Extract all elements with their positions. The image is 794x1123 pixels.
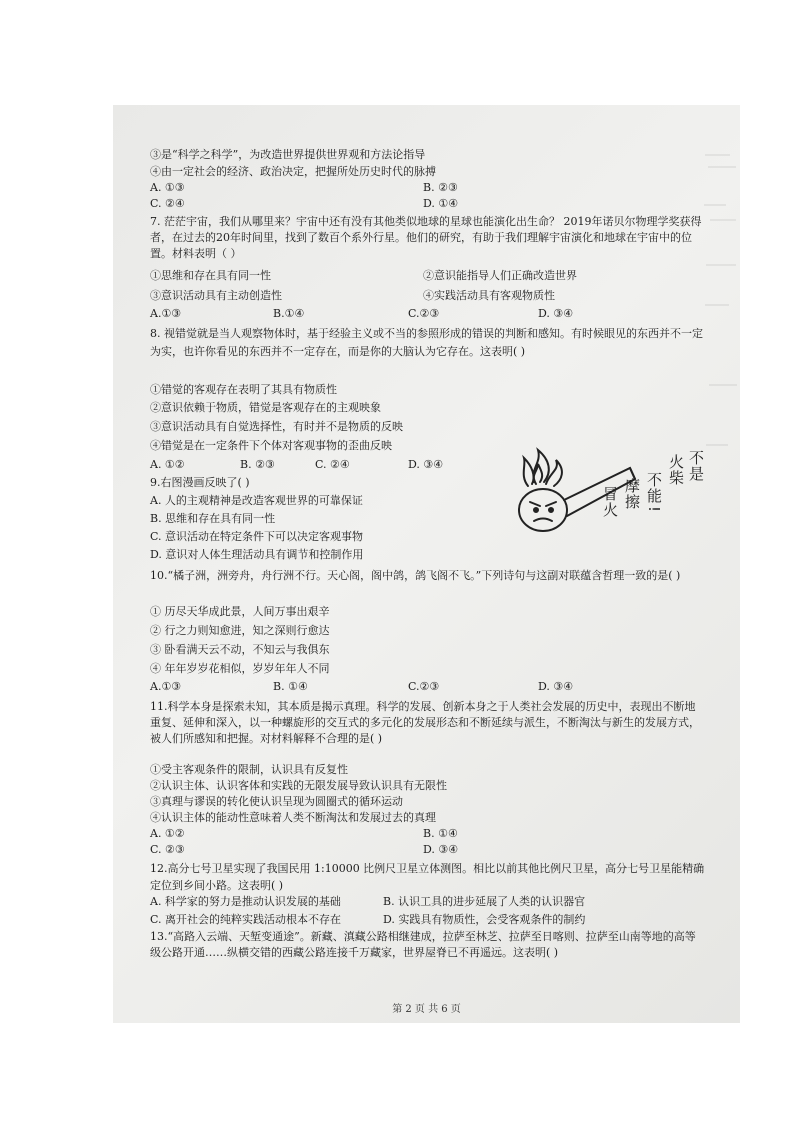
q13-stem: 13.“高路入云端、天堑变通途”。新藏、滇藏公路相继建成，拉萨至林芝、拉萨至日喀则、拉萨至山南等地的高等级公路开通……纵横交错的西藏公路连接千万藏家，世界屋脊已不再遥远。这表明( ) xyxy=(150,930,696,959)
q11-option-a: A. ①② xyxy=(150,827,185,840)
cartoon-text-col-5: 冒火 xyxy=(601,486,619,518)
q10-item-2: ② 行之力则知愈进，知之深则行愈达 xyxy=(150,624,330,637)
q8-item-3: ③意识活动具有自觉选择性，有时并不是物质的反映 xyxy=(150,420,403,433)
q10-option-d: D. ③④ xyxy=(538,680,574,693)
q9-stem: 9.右图漫画反映了( ) xyxy=(150,476,250,489)
q12-option-b: B. 认识工具的进步延展了人类的认识器官 xyxy=(383,895,586,908)
cartoon-text-col-2: 火柴 xyxy=(667,454,685,486)
q7-option-b: B.①④ xyxy=(273,307,305,320)
q7-item-1: ①思维和存在具有同一性 xyxy=(150,269,271,282)
matchstick-cartoon xyxy=(498,442,713,567)
q6-option-d: D. ①④ xyxy=(423,197,459,210)
q10-option-c: C.②③ xyxy=(408,680,440,693)
q12-stem: 12.高分七号卫星实现了我国民用 1:10000 比例尺卫星立体测图。相比以前其他比例尺卫星，高分七号卫星能精确定位到乡间小路。这表明( ) xyxy=(150,862,705,892)
q6-item-4: ④由一定社会的经济、政治决定，把握所处历史时代的脉搏 xyxy=(150,165,436,178)
q11-item-4: ④认识主体的能动性意味着人类不断淘汰和发展过去的真理 xyxy=(150,811,436,824)
q8-option-c: C. ②④ xyxy=(315,458,350,471)
q7-option-c: C.②③ xyxy=(408,307,440,320)
q9-option-a: A. 人的主观精神是改造客观世界的可靠保证 xyxy=(150,494,363,507)
exam-page xyxy=(113,105,740,1023)
q8-option-d: D. ③④ xyxy=(408,458,444,471)
q9-option-b: B. 思维和存在具有同一性 xyxy=(150,512,276,525)
q6-option-c: C. ②④ xyxy=(150,197,185,210)
q12-option-c: C. 离开社会的纯粹实践活动根本不存在 xyxy=(150,913,342,926)
q6-item-3: ③是“科学之科学”，为改造世界提供世界观和方法论指导 xyxy=(150,148,426,161)
q6-option-a: A. ①③ xyxy=(150,181,185,194)
cartoon-text-col-3: 不能 xyxy=(645,472,663,504)
q10-stem: 10.“橘子洲，洲旁舟，舟行洲不行。天心阁，阁中鸽，鸽飞阁不飞。”下列诗句与这副对联蕴含哲理一致的是( ) xyxy=(150,569,681,582)
q11-item-3: ③真理与谬误的转化使认识呈现为圆圈式的循环运动 xyxy=(150,795,403,808)
q11-option-c: C. ②③ xyxy=(150,843,185,856)
q11-stem: 11.科学本身是探索未知，其本质是揭示真理。科学的发展、创新本身之于人类社会发展的历史中，表现出不断地重复、延伸和深入，以一种螺旋形的交互式的多元化的发展形态和不断延续与派生，不断淘汰与新生的发展方式，被人们所感知和把握。对材料解释不合理的是( ) xyxy=(150,700,700,745)
q10-item-1: ① 历尽天华成此景，人间万事出艰辛 xyxy=(150,605,330,618)
q10-item-3: ③ 卧看满天云不动，不知云与我俱东 xyxy=(150,643,330,656)
q8-option-b: B. ②③ xyxy=(240,458,275,471)
q8-stem: 8. 视错觉就是当人观察物体时，基于经验主义或不当的参照形成的错误的判断和感知。有时候眼见的东西并不一定为实，也许你看见的东西并不一定存在，而是你的大脑认为它存在。这表明( ) xyxy=(150,327,703,358)
q10-option-b: B. ①④ xyxy=(273,680,308,693)
q6-option-b: B. ②③ xyxy=(423,181,458,194)
q11-item-1: ①受主客观条件的限制，认识具有反复性 xyxy=(150,763,348,776)
q9-option-c: C. 意识活动在特定条件下可以决定客观事物 xyxy=(150,530,364,543)
q7-item-2: ②意识能指导人们正确改造世界 xyxy=(423,269,577,282)
cartoon-text-col-1: 不是 xyxy=(687,450,705,482)
q8-option-a: A. ①② xyxy=(150,458,185,471)
q7-item-4: ④实践活动具有客观物质性 xyxy=(423,289,555,302)
q7-stem: 7. 茫茫宇宙，我们从哪里来？宇宙中还有没有其他类似地球的星球也能演化出生命？ 2019年诺贝尔物理学奖获得者，在过去的20年时间里，找到了数百个系外行星。他们的研究，有助于我们理解宇宙演化和地球在宇宙中的位置。材料表明（ ） xyxy=(150,215,702,260)
page-footer: 第 2 页 共 6 页 xyxy=(392,1004,461,1015)
q8-item-2: ②意识依赖于物质，错觉是客观存在的主观映象 xyxy=(150,401,381,414)
q11-item-2: ②认识主体、认识客体和实践的无限发展导致认识具有无限性 xyxy=(150,779,447,792)
q7-option-d: D. ③④ xyxy=(538,307,574,320)
q10-item-4: ④ 年年岁岁花相似，岁岁年年人不同 xyxy=(150,662,330,675)
show-through-marks xyxy=(700,145,740,475)
q7-item-3: ③意识活动具有主动创造性 xyxy=(150,289,282,302)
q7-option-a: A.①③ xyxy=(150,307,182,320)
cartoon-text-col-4: 摩擦 xyxy=(623,478,641,510)
q11-option-b: B. ①④ xyxy=(423,827,458,840)
q9-option-d: D. 意识对人体生理活动具有调节和控制作用 xyxy=(150,548,364,561)
q8-item-4: ④错觉是在一定条件下个体对客观事物的歪曲反映 xyxy=(150,439,392,452)
q12-option-a: A. 科学家的努力是推动认识发展的基础 xyxy=(150,895,341,908)
q12-option-d: D. 实践具有物质性，会受客观条件的制约 xyxy=(383,913,586,926)
q11-option-d: D. ③④ xyxy=(423,843,459,856)
cartoon-exclamation: ! xyxy=(645,506,663,514)
q8-item-1: ①错觉的客观存在表明了其具有物质性 xyxy=(150,383,337,396)
q10-option-a: A.①③ xyxy=(150,680,182,693)
